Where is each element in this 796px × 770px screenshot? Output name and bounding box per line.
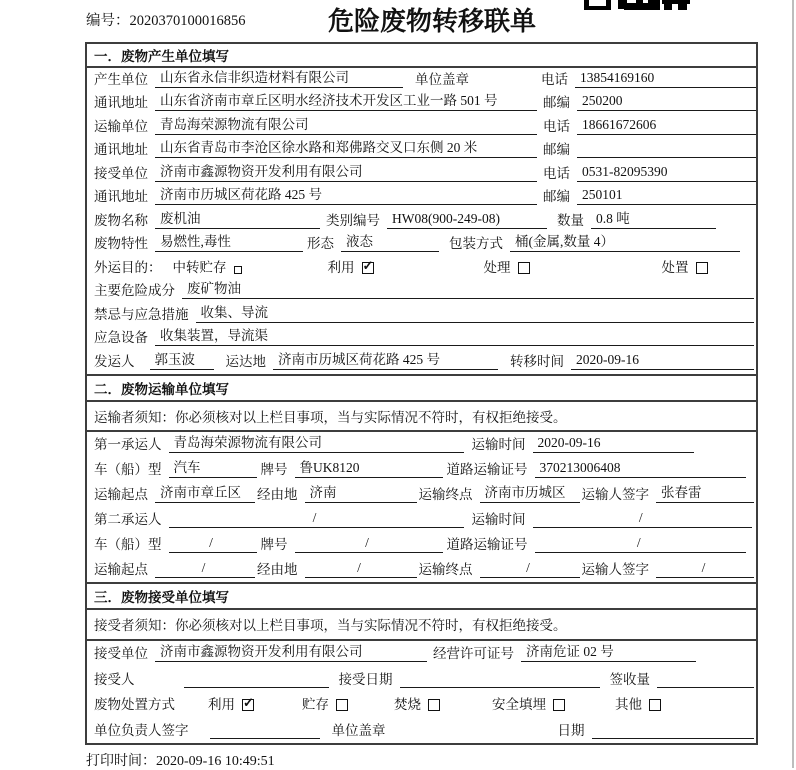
field-value: HW08(900-249-08) (387, 211, 547, 229)
notice-row (87, 610, 756, 641)
field-label: 牌号 (260, 536, 288, 552)
field-value (592, 724, 755, 739)
field-label: 运输终点 (418, 561, 473, 577)
checkbox-unchecked-icon (696, 262, 708, 274)
field-label: 运输终点 (418, 486, 473, 502)
checkbox-checked-icon (362, 262, 374, 274)
checkbox-label: 贮存 (302, 697, 329, 712)
field-label: 发运人 (94, 353, 135, 369)
field-label: 签收量 (609, 671, 650, 687)
field-value: 250101 (577, 187, 756, 205)
field-value (184, 673, 329, 688)
field-value: 济南市历城区 (480, 481, 580, 503)
checkbox-unchecked-icon (553, 699, 565, 711)
field-value: 2020-09-16 (571, 352, 754, 370)
field-value (400, 673, 600, 688)
field-value: 13854169160 (575, 70, 756, 88)
form-row (87, 68, 756, 92)
field-label: 禁忌与应急措施 (94, 306, 189, 322)
field-value: / (305, 560, 417, 578)
form-row (87, 432, 756, 457)
form-row (87, 209, 756, 233)
field-label: 经由地 (257, 561, 298, 577)
field-value: 液态 (341, 230, 439, 252)
field-value: / (169, 510, 464, 528)
checkbox-checked-icon (242, 699, 254, 711)
field-value (577, 143, 756, 158)
form-row (87, 256, 756, 280)
checkbox-unchecked-icon (428, 699, 440, 711)
field-label: 邮编 (543, 95, 570, 110)
field-label: 经由地 (257, 486, 298, 502)
notice-text: 接受者须知：你必须核对以上栏目事项，当与实际情况不符时，有权拒绝接受。 (94, 618, 567, 633)
field-value: 370213006408 (535, 460, 747, 478)
field-label: 道路运输证号 (446, 536, 528, 552)
field-value: 250200 (577, 93, 756, 111)
field-label: 废物名称 (94, 212, 148, 228)
field-value: 18661672606 (577, 117, 756, 135)
field-label: 接受日期 (338, 671, 393, 687)
static-text: 单位盖章 (331, 722, 386, 738)
field-label: 邮编 (543, 142, 570, 157)
field-label: 运输人签字 (581, 561, 649, 577)
form-section (87, 374, 756, 582)
field-label: 产生单位 (94, 71, 148, 87)
field-label: 通讯地址 (94, 189, 148, 204)
field-value: 易燃性,毒性 (155, 230, 303, 252)
field-label: 日期 (557, 722, 585, 738)
field-label: 外运目的： (94, 259, 162, 275)
field-value: / (533, 510, 753, 528)
field-label: 通讯地址 (94, 95, 148, 110)
field-value: 青岛海荣源物流有限公司 (169, 431, 464, 453)
field-value: 郭玉波 (150, 348, 214, 370)
checkbox-label: 利用 (327, 259, 355, 275)
field-value (210, 724, 320, 739)
print-time-label: 打印时间： (86, 754, 156, 769)
field-label: 运输时间 (471, 436, 526, 452)
field-label: 运输起点 (94, 486, 148, 502)
field-label: 形态 (307, 236, 334, 251)
form-section (87, 44, 756, 374)
field-value: 鲁UK8120 (295, 456, 443, 478)
field-value: 收集装置，导流渠 (155, 324, 754, 346)
field-label: 运输单位 (94, 118, 148, 134)
field-value: 济南市章丘区 (155, 481, 255, 503)
section-title: 二．废物运输单位填写 (87, 374, 756, 402)
field-value: 废矿物油 (182, 277, 754, 299)
section-title: 三．废物接受单位填写 (87, 582, 756, 610)
field-value: / (169, 535, 257, 553)
checkbox-unchecked-icon (649, 699, 661, 711)
field-value: 济南市历城区荷花路 425 号 (273, 348, 498, 370)
form-row (87, 327, 756, 351)
field-label: 电话 (543, 118, 570, 134)
field-value: 张春雷 (656, 481, 754, 503)
field-label: 牌号 (260, 461, 288, 477)
form-row (87, 303, 756, 327)
field-label: 道路运输证号 (446, 461, 528, 477)
field-value: 收集、导流 (196, 301, 755, 323)
field-label: 第一承运人 (94, 436, 162, 452)
field-label: 废物处置方式 (94, 697, 175, 712)
print-time (86, 750, 275, 770)
checkbox-unchecked-icon (234, 266, 242, 274)
field-label: 包装方式 (449, 236, 503, 251)
form-row (87, 186, 756, 210)
field-value: 山东省济南市章丘区明水经济技术开发区工业一路 501 号 (155, 89, 537, 111)
field-value: 2020-09-16 (533, 435, 695, 453)
field-label: 经营许可证号 (433, 646, 514, 661)
form-row (87, 92, 756, 116)
form-row (87, 666, 756, 692)
checkbox-label: 利用 (208, 697, 235, 712)
field-label: 车（船）型 (94, 461, 162, 477)
form-row (87, 162, 756, 186)
page-title: 危险废物转移联单 (328, 6, 537, 36)
field-value: 济南危证 02 号 (521, 640, 696, 662)
form-row (87, 717, 756, 743)
field-label: 应急设备 (94, 330, 148, 345)
field-value: / (656, 560, 754, 578)
form-row (87, 641, 756, 667)
doc-number-value: 2020370100016856 (129, 13, 246, 29)
field-value: 济南市鑫源物资开发利用有限公司 (155, 640, 427, 662)
checkbox-label: 其他 (615, 697, 642, 712)
field-value: / (295, 535, 443, 553)
form-row (87, 280, 756, 304)
field-label: 车（船）型 (94, 536, 162, 552)
field-label: 运输起点 (94, 561, 148, 577)
field-label: 类别编号 (326, 212, 380, 228)
checkbox-label: 安全填埋 (492, 697, 546, 712)
notice-text: 运输者须知：你必须核对以上栏目事项，当与实际情况不符时，有权拒绝接受。 (94, 409, 567, 425)
field-label: 第二承运人 (94, 511, 162, 527)
form-row (87, 115, 756, 139)
field-value: / (155, 560, 255, 578)
checkbox-label: 中转贮存 (172, 259, 227, 275)
field-value: 废机油 (155, 207, 320, 229)
checkbox-label: 焚烧 (394, 697, 421, 712)
form-row (87, 692, 756, 718)
form-row (87, 482, 756, 507)
form-row (87, 532, 756, 557)
field-label: 运输时间 (471, 511, 526, 527)
field-value: 0531-82095390 (577, 164, 756, 182)
field-label: 运达地 (225, 353, 266, 369)
field-label: 接受单位 (94, 165, 148, 181)
field-value: 桶(金属,数量 4） (510, 230, 740, 252)
form-row (87, 457, 756, 482)
checkbox-label: 处置 (661, 259, 689, 275)
field-value: 山东省永信非织造材料有限公司 (155, 66, 403, 88)
checkbox-unchecked-icon (336, 699, 348, 711)
page-edge-line (792, 0, 794, 768)
field-value: 山东省青岛市李沧区徐水路和郑佛路交叉口东侧 20 米 (155, 136, 537, 158)
field-value: / (535, 535, 747, 553)
doc-number-label: 编号： (86, 13, 130, 29)
field-value (657, 673, 754, 688)
form-row (87, 507, 756, 532)
form-row (87, 233, 756, 257)
field-value: 济南 (305, 481, 417, 503)
field-label: 数量 (557, 212, 584, 228)
field-value: 青岛海荣源物流有限公司 (155, 113, 537, 135)
field-label: 转移时间 (510, 353, 564, 369)
qr-code-fragment-icon (584, 0, 690, 10)
section-title: 一．废物产生单位填写 (87, 44, 756, 68)
form-row (87, 139, 756, 163)
field-value: 0.8 吨 (591, 207, 716, 229)
form-row (87, 557, 756, 582)
field-label: 接受单位 (94, 646, 148, 661)
checkbox-unchecked-icon (518, 262, 530, 274)
field-label: 电话 (541, 71, 568, 87)
field-label: 电话 (543, 165, 570, 181)
field-label: 运输人签字 (581, 486, 649, 502)
field-value: 济南市鑫源物资开发利用有限公司 (155, 160, 537, 182)
field-label: 单位负责人签字 (94, 722, 189, 738)
field-label: 邮编 (543, 189, 570, 204)
field-value: 济南市历城区荷花路 425 号 (155, 183, 537, 205)
form-row (87, 350, 756, 374)
notice-row (87, 402, 756, 432)
field-label: 通讯地址 (94, 142, 148, 157)
field-label: 接受人 (94, 671, 135, 687)
field-label: 主要危险成分 (94, 283, 175, 298)
doc-number (86, 9, 246, 30)
field-label: 废物特性 (94, 236, 148, 251)
print-time-value: 2020-09-16 10:49:51 (156, 754, 275, 769)
field-value: 汽车 (169, 456, 257, 478)
field-value: / (480, 560, 580, 578)
checkbox-label: 处理 (483, 259, 511, 275)
manifest-form-table (85, 42, 758, 745)
static-text: 单位盖章 (415, 71, 469, 87)
form-section (87, 582, 756, 743)
